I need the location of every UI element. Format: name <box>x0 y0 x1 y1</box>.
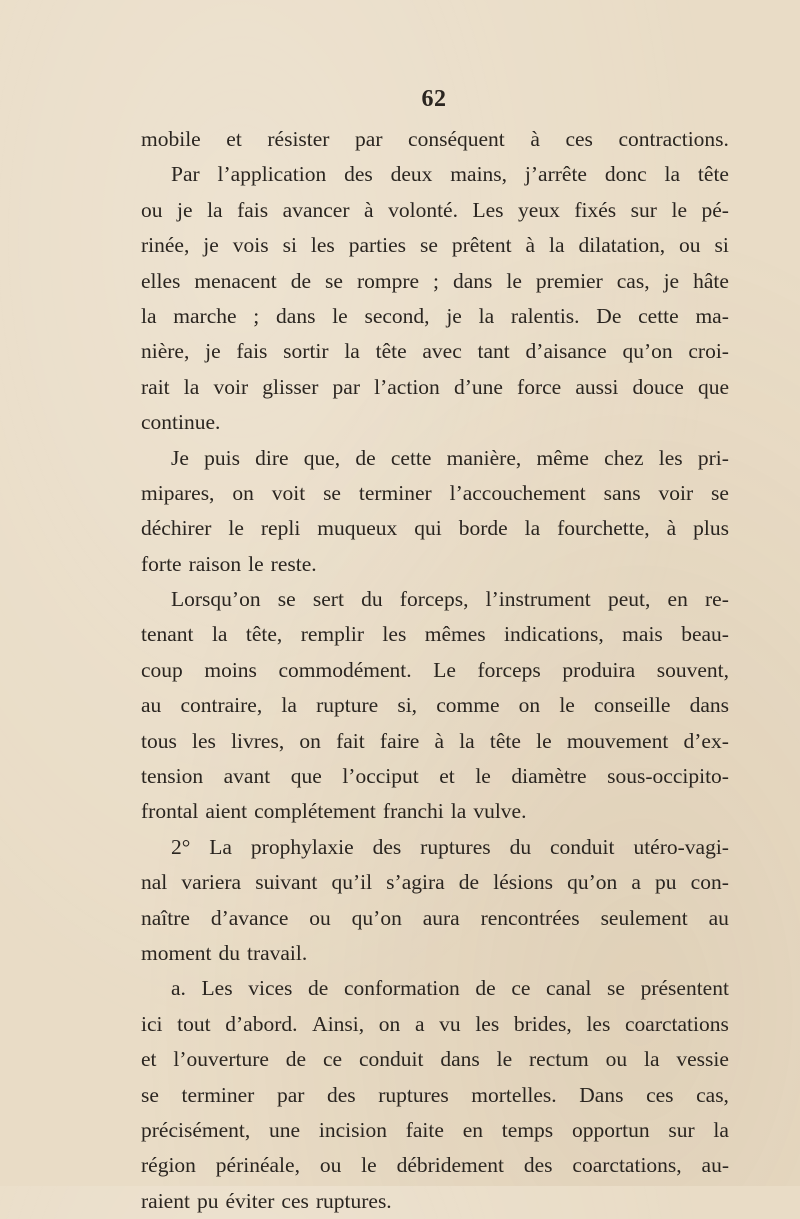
text-line: Je puis dire que, de cette manière, même chez les pri- <box>171 445 729 470</box>
text-line: au contraire, la rupture si, comme on le conseille dans <box>141 693 729 718</box>
text-line: raient pu éviter ces ruptures. <box>141 1188 392 1213</box>
text-line: région périnéale, ou le débridement des coarctations, au- <box>141 1153 729 1178</box>
text-line: ici tout d’abord. Ainsi, on a vu les brides, les coarctations <box>141 1011 729 1036</box>
text-line: a. Les vices de conformation de ce canal se présentent <box>171 976 729 1001</box>
text-line: Par l’application des deux mains, j’arrête donc la tête <box>171 162 729 187</box>
page-number: 62 <box>421 86 447 112</box>
text-line: naître d’avance ou qu’on aura rencontrées seulement au <box>141 905 729 930</box>
text-line: déchirer le repli muqueux qui borde la fourchette, à plus <box>141 516 729 541</box>
text-line: rait la voir glisser par l’action d’une force aussi douce que <box>141 374 729 399</box>
text-line: la marche ; dans le second, je la ralentis. De cette ma- <box>141 303 729 328</box>
text-line: rinée, je vois si les parties se prêtent à la dilatation, ou si <box>141 233 729 258</box>
text-line: nière, je fais sortir la tête avec tant d’aisance qu’on croi- <box>141 339 729 364</box>
text-line: forte raison le reste. <box>141 551 317 576</box>
text-line: Lorsqu’on se sert du forceps, l’instrument peut, en re- <box>171 587 729 612</box>
text-line: continue. <box>141 410 221 435</box>
text-line: tenant la tête, remplir les mêmes indications, mais beau- <box>141 622 729 647</box>
text-line: moment du travail. <box>141 940 308 965</box>
text-line: frontal aient complétement franchi la vulve. <box>141 799 527 824</box>
text-line: nal variera suivant qu’il s’agira de lésions qu’on a pu con- <box>141 870 729 895</box>
text-line: se terminer par des ruptures mortelles. Dans ces cas, <box>141 1082 729 1107</box>
text-line: mobile et résister par conséquent à ces contractions. <box>141 127 729 151</box>
text-line: elles menacent de se rompre ; dans le premier cas, je hâte <box>141 268 729 293</box>
body-text <box>141 122 729 1219</box>
text-line: 2° La prophylaxie des ruptures du conduit utéro-vagi- <box>171 834 729 859</box>
text-line: ou je la fais avancer à volonté. Les yeux fixés sur le pé- <box>141 197 729 222</box>
text-line: mipares, on voit se terminer l’accouchement sans voir se <box>141 480 729 505</box>
text-line: et l’ouverture de ce conduit dans le rectum ou la vessie <box>141 1047 729 1072</box>
text-line: précisément, une incision faite en temps opportun sur la <box>141 1117 729 1142</box>
text-line: tous les livres, on fait faire à la tête le mouvement d’ex- <box>141 728 729 753</box>
text-line: coup moins commodément. Le forceps produira souvent, <box>141 657 729 682</box>
text-line: tension avant que l’occiput et le diamètre sous-occipito- <box>141 764 729 789</box>
